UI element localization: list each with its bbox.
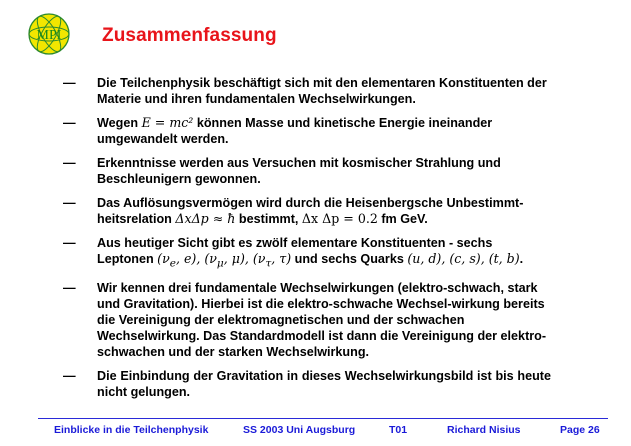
formula-resolution: Δx Δp = 0.2 — [301, 211, 378, 226]
bullet-text: Aus heutiger Sicht gibt es zwölf elementare Konstituenten - sechs Leptonen — [97, 236, 493, 266]
list-item — [63, 195, 551, 227]
bullet-dash: — — [63, 76, 76, 90]
list-item — [63, 368, 551, 400]
summary-list — [63, 75, 551, 408]
bullet-dash: — — [63, 116, 76, 130]
bullet-text: bestimmt, — [235, 212, 302, 226]
list-item — [63, 155, 551, 187]
bullet-text: können Masse und kinetische Energie ineinander umgewandelt werden. — [97, 116, 493, 146]
bullet-text: fm GeV. — [377, 212, 428, 226]
formula-leptons: ($\nu_e$, e), ($\nu_\mu$, μ), ($\nu_\tau$, τ) — [157, 251, 292, 270]
footer-author: Richard Nisius — [447, 424, 521, 436]
formula-uncertainty: ΔxΔp ≈ ħ — [175, 211, 236, 226]
list-item — [63, 115, 551, 147]
mpi-logo — [26, 11, 72, 57]
page-title: Zusammenfassung — [102, 25, 277, 46]
bullet-text: Die Teilchenphysik beschäftigt sich mit den elementaren Konstituenten der Materie und ihren fundamentalen Wechselwirkungen. — [97, 76, 547, 106]
footer-code: T01 — [389, 424, 408, 436]
footer-page-number: Page 26 — [560, 424, 600, 436]
bullet-dash: — — [63, 156, 76, 170]
bullet-dash: — — [63, 368, 76, 383]
footer-course: Einblicke in die Teilchenphysik — [54, 424, 209, 436]
list-item — [63, 75, 551, 107]
bullet-text: und sechs Quarks — [291, 252, 408, 266]
bullet-text: Das Auflösungsvermögen wird durch die Heisenbergsche Unbestimmt-heitsrelation — [97, 196, 524, 226]
list-item — [63, 235, 551, 272]
footer-divider — [38, 418, 608, 419]
logo-text: MPI — [36, 28, 62, 43]
bullet-dash: — — [63, 280, 76, 295]
bullet-text: Erkenntnisse werden aus Versuchen mit kosmischer Strahlung und Beschleunigern gewonnen. — [97, 156, 501, 186]
formula-quarks: (u, d), (c, s), (t, b) — [407, 251, 520, 266]
bullet-dash: — — [63, 236, 76, 250]
bullet-text: Wir kennen drei fundamentale Wechselwirkungen (elektro-schwach, stark und Gravitation). Hierbei ist die elektro-schwache Wechsel-wirkung bereits die Vereinigung der elektromagnetischen und der schwachen Wechselwirkung. Das Standardmodell ist dann die Vereinigung der elektro-schwachen und der starken Wechselwirkung. — [97, 280, 547, 359]
bullet-text: Die Einbindung der Gravitation in dieses Wechselwirkungsbild ist bis heute nicht gelungen. — [97, 368, 551, 399]
bullet-dash: — — [63, 196, 76, 210]
formula-mass-energy: E = mc² — [141, 115, 194, 130]
bullet-text: . — [519, 252, 524, 266]
footer-semester: SS 2003 Uni Augsburg — [243, 424, 356, 436]
bullet-text: Wegen — [97, 116, 142, 130]
list-item — [63, 280, 551, 360]
